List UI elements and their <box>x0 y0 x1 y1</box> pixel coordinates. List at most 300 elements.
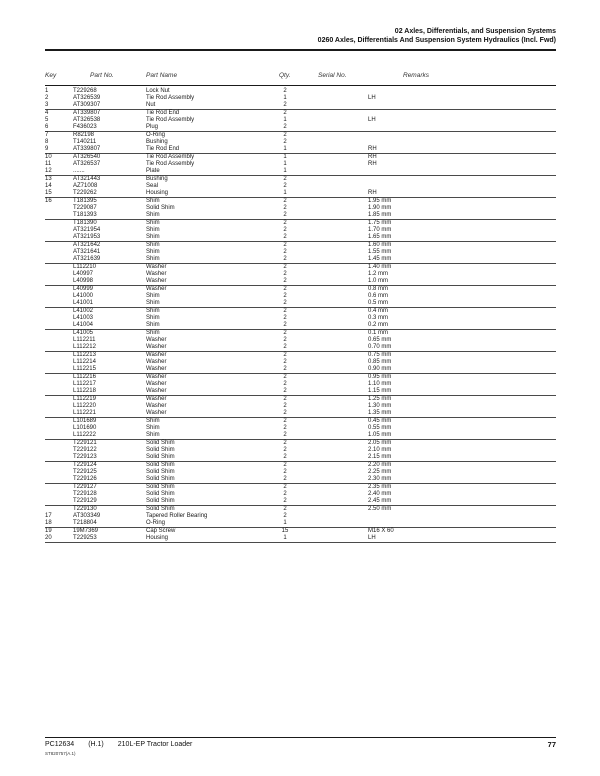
cell-remarks: 0.70 mm <box>368 344 392 350</box>
cell-remarks: 0.55 mm <box>368 425 392 431</box>
cell-part-no: L112211 <box>73 337 96 343</box>
cell-remarks: 0.5 mm <box>368 300 389 306</box>
table-row <box>45 227 556 234</box>
cell-part-no: AT339807 <box>73 110 101 116</box>
cell-part-no: L112221 <box>73 410 96 416</box>
cell-key: 1 <box>45 88 49 94</box>
cell-qty: 2 <box>283 278 287 284</box>
row-group <box>45 110 556 132</box>
cell-qty: 2 <box>283 366 287 372</box>
table-row <box>45 249 556 256</box>
catalog-number: PC12634 <box>45 741 75 748</box>
cell-part-name: Washer <box>146 337 167 343</box>
cell-part-name: Washer <box>146 403 167 409</box>
cell-qty: 2 <box>283 183 287 189</box>
cell-qty: 2 <box>283 374 287 380</box>
table-row <box>45 95 556 102</box>
table-row <box>45 498 556 505</box>
cell-remarks: 0.85 mm <box>368 359 392 365</box>
row-group <box>45 330 556 352</box>
cell-remarks: 1.75 mm <box>368 220 392 226</box>
cell-qty: 2 <box>283 506 287 512</box>
table-row <box>45 410 556 417</box>
cell-part-no: L112220 <box>73 403 96 409</box>
cell-qty: 2 <box>283 132 287 138</box>
cell-qty: 2 <box>283 454 287 460</box>
table-row <box>45 220 556 227</box>
cell-qty: 2 <box>283 388 287 394</box>
column-header-remarks: Remarks <box>403 72 430 79</box>
cell-part-no: L112210 <box>73 264 96 270</box>
cell-qty: 2 <box>283 381 287 387</box>
cell-qty: 2 <box>283 447 287 453</box>
table-row <box>45 491 556 498</box>
table-row <box>45 337 556 344</box>
cell-qty: 2 <box>283 484 287 490</box>
table-row <box>45 381 556 388</box>
table-row <box>45 403 556 410</box>
table-row <box>45 234 556 241</box>
cell-part-no: L112215 <box>73 366 96 372</box>
parts-table-body <box>45 88 556 543</box>
cell-part-name: Plate <box>146 168 160 174</box>
cell-part-no: AT326537 <box>73 161 101 167</box>
cell-remarks: 2.40 mm <box>368 491 392 497</box>
cell-part-no: ....... <box>73 168 85 174</box>
page-header <box>45 27 556 45</box>
cell-remarks: 0.65 mm <box>368 337 392 343</box>
cell-qty: 2 <box>283 227 287 233</box>
model-name: 210L-EP Tractor Loader <box>117 741 193 748</box>
cell-part-no: AT326538 <box>73 117 101 123</box>
cell-part-name: Washer <box>146 264 167 270</box>
table-row <box>45 117 556 124</box>
cell-part-name: Tie Rod Assembly <box>146 154 195 160</box>
table-row <box>45 432 556 439</box>
cell-key: 10 <box>45 154 52 160</box>
cell-part-no: T229127 <box>73 484 97 490</box>
table-row <box>45 293 556 300</box>
table-row <box>45 359 556 366</box>
cell-remarks: 0.45 mm <box>368 418 392 424</box>
cell-remarks: RH <box>368 146 377 152</box>
cell-key: 8 <box>45 139 49 145</box>
table-row <box>45 198 556 205</box>
cell-part-no: T229122 <box>73 447 97 453</box>
row-group <box>45 506 556 528</box>
table-row <box>45 176 556 183</box>
cell-key: 4 <box>45 110 49 116</box>
row-group <box>45 462 556 484</box>
cell-qty: 1 <box>283 154 287 160</box>
cell-part-no: AT321641 <box>73 249 101 255</box>
cell-part-no: L112213 <box>73 352 96 358</box>
cell-part-name: Washer <box>146 352 167 358</box>
cell-qty: 2 <box>283 212 287 218</box>
row-group <box>45 352 556 374</box>
cell-part-name: Washer <box>146 410 167 416</box>
row-group <box>45 132 556 154</box>
cell-part-name: Shim <box>146 256 160 262</box>
cell-part-name: Solid Shim <box>146 454 175 460</box>
cell-qty: 15 <box>281 528 289 534</box>
column-header-part-no: Part No. <box>90 72 114 79</box>
cell-remarks: 2.15 mm <box>368 454 392 460</box>
cell-qty: 2 <box>283 425 287 431</box>
cell-qty: 2 <box>283 462 287 468</box>
cell-remarks: 1.70 mm <box>368 227 392 233</box>
cell-part-name: Solid Shim <box>146 498 175 504</box>
table-row <box>45 528 556 535</box>
cell-part-no: L112212 <box>73 344 96 350</box>
cell-part-no: L40999 <box>73 286 94 292</box>
row-group <box>45 440 556 462</box>
cell-qty: 1 <box>283 95 287 101</box>
cell-remarks: 2.45 mm <box>368 498 392 504</box>
table-row <box>45 374 556 381</box>
table-row <box>45 132 556 139</box>
cell-part-no: L41000 <box>73 293 94 299</box>
table-row <box>45 352 556 359</box>
cell-remarks: 2.30 mm <box>368 476 392 482</box>
cell-part-no: L112216 <box>73 374 96 380</box>
cell-part-name: Washer <box>146 278 167 284</box>
cell-part-name: Cap Screw <box>146 528 176 534</box>
cell-part-name: Washer <box>146 286 167 292</box>
cell-qty: 2 <box>283 418 287 424</box>
table-row <box>45 506 556 513</box>
column-header-part-name: Part Name <box>146 72 178 79</box>
cell-qty: 2 <box>283 359 287 365</box>
cell-part-name: Shim <box>146 322 160 328</box>
cell-part-name: Solid Shim <box>146 440 175 446</box>
cell-key: 6 <box>45 124 49 130</box>
cell-remarks: 1.55 mm <box>368 249 392 255</box>
cell-qty: 2 <box>283 102 287 108</box>
cell-remarks: 1.0 mm <box>368 278 389 284</box>
cell-part-no: T229124 <box>73 462 97 468</box>
cell-qty: 2 <box>283 286 287 292</box>
cell-part-name: Shim <box>146 300 160 306</box>
table-row <box>45 190 556 197</box>
cell-qty: 2 <box>283 271 287 277</box>
table-row <box>45 102 556 109</box>
table-row <box>45 154 556 161</box>
cell-part-no: AT309307 <box>73 102 101 108</box>
cell-qty: 2 <box>283 249 287 255</box>
cell-part-name: Shim <box>146 432 160 438</box>
cell-part-no: L112219 <box>73 396 96 402</box>
cell-remarks: 2.05 mm <box>368 440 392 446</box>
cell-part-no: T229130 <box>73 506 97 512</box>
table-row <box>45 256 556 263</box>
cell-part-name: Washer <box>146 359 167 365</box>
cell-qty: 2 <box>283 139 287 145</box>
cell-qty: 2 <box>283 308 287 314</box>
cell-part-name: Tie Rod Assembly <box>146 161 195 167</box>
row-group <box>45 418 556 440</box>
row-group <box>45 374 556 396</box>
table-row <box>45 484 556 491</box>
table-row <box>45 161 556 168</box>
table-row <box>45 454 556 461</box>
cell-remarks: 2.20 mm <box>368 462 392 468</box>
cell-key: 2 <box>45 95 49 101</box>
cell-key: 5 <box>45 117 49 123</box>
cell-remarks: 1.05 mm <box>368 432 392 438</box>
table-row <box>45 300 556 307</box>
cell-qty: 1 <box>283 535 287 541</box>
cell-part-no: T218804 <box>73 520 97 526</box>
cell-part-no: L41004 <box>73 322 94 328</box>
cell-part-name: Solid Shim <box>146 205 175 211</box>
row-group <box>45 264 556 286</box>
cell-qty: 2 <box>283 337 287 343</box>
table-row <box>45 462 556 469</box>
cell-key: 14 <box>45 183 52 189</box>
cell-part-no: T181390 <box>73 220 97 226</box>
cell-qty: 2 <box>283 110 287 116</box>
cell-remarks: 2.25 mm <box>368 469 392 475</box>
cell-remarks: 1.85 mm <box>368 212 392 218</box>
cell-part-no: L112218 <box>73 388 96 394</box>
cell-qty: 1 <box>283 168 287 174</box>
cell-part-no: 19M7369 <box>73 528 99 534</box>
cell-remarks: 0.1 mm <box>368 330 389 336</box>
column-header-row <box>45 72 556 83</box>
cell-key: 18 <box>45 520 52 526</box>
cell-qty: 2 <box>283 491 287 497</box>
row-group <box>45 154 556 176</box>
cell-part-no: T181395 <box>73 198 97 204</box>
cell-part-name: Nut <box>146 102 156 108</box>
cell-remarks: 0.3 mm <box>368 315 389 321</box>
cell-part-no: L101689 <box>73 418 97 424</box>
cell-qty: 2 <box>283 410 287 416</box>
cell-part-no: L112217 <box>73 381 96 387</box>
table-row <box>45 146 556 153</box>
cell-key: 15 <box>45 190 52 196</box>
cell-qty: 2 <box>283 176 287 182</box>
cell-part-name: Tie Rod Assembly <box>146 95 195 101</box>
cell-part-no: T229129 <box>73 498 97 504</box>
cell-remarks: 1.40 mm <box>368 264 392 270</box>
cell-part-no: L112214 <box>73 359 96 365</box>
cell-part-no: AT321443 <box>73 176 101 182</box>
cell-remarks: RH <box>368 161 377 167</box>
cell-remarks: 1.35 mm <box>368 410 392 416</box>
cell-qty: 2 <box>283 256 287 262</box>
cell-part-no: L40997 <box>73 271 94 277</box>
cell-remarks: 1.10 mm <box>368 381 392 387</box>
cell-key: 12 <box>45 168 52 174</box>
cell-part-name: Shim <box>146 249 160 255</box>
cell-qty: 2 <box>283 440 287 446</box>
row-group <box>45 484 556 506</box>
cell-part-no: T140211 <box>73 139 97 145</box>
header-divider <box>45 49 556 51</box>
cell-remarks: 1.25 mm <box>368 396 392 402</box>
cell-remarks: LH <box>368 95 376 101</box>
cell-qty: 1 <box>283 190 287 196</box>
subsection-title: 0260 Axles, Differentials And Suspension System Hydraulics (Incl. Fwd) <box>317 37 556 44</box>
table-row <box>45 212 556 219</box>
cell-part-no: T229125 <box>73 469 97 475</box>
row-group <box>45 88 556 110</box>
table-row <box>45 440 556 447</box>
cell-key: 9 <box>45 146 49 152</box>
table-row <box>45 535 556 542</box>
row-group <box>45 286 556 308</box>
cell-part-no: L41003 <box>73 315 94 321</box>
table-row <box>45 124 556 131</box>
table-row <box>45 242 556 249</box>
cell-qty: 2 <box>283 234 287 240</box>
row-group <box>45 176 556 198</box>
cell-part-no: F436023 <box>73 124 97 130</box>
cell-part-name: Solid Shim <box>146 491 175 497</box>
column-header-divider <box>45 85 556 86</box>
table-row <box>45 520 556 527</box>
cell-part-name: Solid Shim <box>146 506 175 512</box>
cell-part-name: O-Ring <box>146 520 166 526</box>
table-row <box>45 315 556 322</box>
cell-part-no: T229087 <box>73 205 97 211</box>
cell-remarks: LH <box>368 535 376 541</box>
row-group <box>45 308 556 330</box>
cell-remarks: 2.35 mm <box>368 484 392 490</box>
cell-part-name: Shim <box>146 425 160 431</box>
cell-remarks: 1.60 mm <box>368 242 392 248</box>
cell-part-no: T229128 <box>73 491 97 497</box>
table-row <box>45 264 556 271</box>
row-group <box>45 528 556 543</box>
table-row <box>45 513 556 520</box>
table-row <box>45 344 556 351</box>
cell-qty: 2 <box>283 205 287 211</box>
table-row <box>45 330 556 337</box>
row-group <box>45 220 556 242</box>
cell-remarks: 0.6 mm <box>368 293 389 299</box>
cell-qty: 2 <box>283 315 287 321</box>
table-row <box>45 183 556 190</box>
row-group <box>45 396 556 418</box>
cell-qty: 2 <box>283 198 287 204</box>
cell-qty: 1 <box>283 146 287 152</box>
cell-part-no: T229123 <box>73 454 97 460</box>
cell-qty: 2 <box>283 476 287 482</box>
cell-part-no: L41002 <box>73 308 94 314</box>
cell-part-no: AT339807 <box>73 146 101 152</box>
table-row <box>45 322 556 329</box>
table-row <box>45 469 556 476</box>
cell-key: 16 <box>45 198 52 204</box>
cell-qty: 2 <box>283 498 287 504</box>
column-header-qty: Qty. <box>279 72 291 79</box>
table-row <box>45 388 556 395</box>
column-header-key: Key <box>45 72 57 79</box>
cell-part-name: Solid Shim <box>146 484 175 490</box>
cell-key: 3 <box>45 102 49 108</box>
cell-remarks: 2.50 mm <box>368 506 392 512</box>
table-row <box>45 396 556 403</box>
page-number: 77 <box>547 740 556 749</box>
cell-part-name: Bushing <box>146 176 168 182</box>
cell-remarks: 1.30 mm <box>368 403 392 409</box>
cell-part-name: Tie Rod Assembly <box>146 117 195 123</box>
cell-remarks: 1.65 mm <box>368 234 392 240</box>
cell-part-name: Tie Rod End <box>146 146 180 152</box>
cell-part-name: Shim <box>146 315 160 321</box>
cell-key: 7 <box>45 132 49 138</box>
cell-qty: 1 <box>283 117 287 123</box>
cell-part-no: AT303349 <box>73 513 101 519</box>
cell-qty: 2 <box>283 396 287 402</box>
table-row <box>45 447 556 454</box>
cell-part-no: T229126 <box>73 476 97 482</box>
cell-part-no: AT321639 <box>73 256 101 262</box>
cell-part-name: Shim <box>146 227 160 233</box>
cell-qty: 2 <box>283 513 287 519</box>
cell-qty: 2 <box>283 403 287 409</box>
cell-part-name: Tie Rod End <box>146 110 180 116</box>
cell-qty: 1 <box>283 520 287 526</box>
cell-remarks: 0.75 mm <box>368 352 392 358</box>
cell-remarks: 0.2 mm <box>368 322 389 328</box>
cell-qty: 2 <box>283 432 287 438</box>
table-row <box>45 476 556 483</box>
cell-remarks: 0.90 mm <box>368 366 392 372</box>
cell-part-name: Shim <box>146 293 160 299</box>
cell-qty: 2 <box>283 88 287 94</box>
cell-part-name: Shim <box>146 242 160 248</box>
cell-remarks: M16 X 60 <box>368 528 394 534</box>
cell-qty: 2 <box>283 264 287 270</box>
table-row <box>45 418 556 425</box>
table-row <box>45 425 556 432</box>
cell-part-name: Shim <box>146 220 160 226</box>
cell-part-name: Solid Shim <box>146 462 175 468</box>
cell-qty: 2 <box>283 300 287 306</box>
row-group <box>45 198 556 220</box>
cell-part-name: Washer <box>146 344 167 350</box>
cell-remarks: 1.2 mm <box>368 271 389 277</box>
cell-remarks: RH <box>368 154 377 160</box>
table-row <box>45 88 556 95</box>
cell-part-no: L40998 <box>73 278 94 284</box>
cell-part-name: Solid Shim <box>146 476 175 482</box>
cell-part-no: L41005 <box>73 330 94 336</box>
cell-remarks: 0.4 mm <box>368 308 389 314</box>
catalog-revision: (H.1) <box>88 741 104 748</box>
cell-part-name: Shim <box>146 234 160 240</box>
cell-part-name: Lock Nut <box>146 88 170 94</box>
table-row <box>45 139 556 146</box>
cell-part-no: AZ71008 <box>73 183 98 189</box>
footer-divider <box>45 737 556 738</box>
cell-part-name: Washer <box>146 381 167 387</box>
table-row <box>45 286 556 293</box>
cell-key: 20 <box>45 535 52 541</box>
cell-part-name: Tapered Roller Bearing <box>146 513 208 519</box>
cell-part-name: Shim <box>146 198 160 204</box>
cell-part-no: AT321954 <box>73 227 101 233</box>
cell-key: 17 <box>45 513 52 519</box>
cell-part-name: Shim <box>146 308 160 314</box>
cell-qty: 2 <box>283 352 287 358</box>
cell-part-no: T229262 <box>73 190 97 196</box>
cell-part-name: Shim <box>146 418 160 424</box>
